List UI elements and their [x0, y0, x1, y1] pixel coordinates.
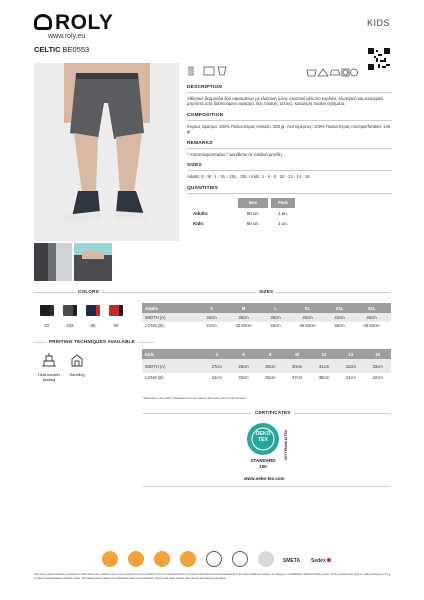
product-photo-detail-1 — [34, 243, 72, 281]
printing-handling — [66, 352, 88, 378]
qty-row-box: 50 un. — [246, 211, 260, 216]
size-cell: 45cm — [263, 322, 288, 331]
qty-row-pack: 1 un. — [277, 211, 288, 216]
size-header-cell: 2XL — [327, 303, 352, 313]
care-icons-right — [306, 64, 358, 82]
size-cell: 40cm — [288, 313, 327, 322]
size-cell: 46.50cm — [288, 322, 327, 331]
size-cell: 30cm — [284, 359, 311, 373]
color-code: 02 — [44, 323, 50, 328]
size-cell: 41cm — [337, 373, 364, 382]
oeko-badge-icon — [102, 551, 118, 567]
product-name: CELTIC — [34, 45, 61, 54]
brand-url[interactable]: www.roly.eu — [48, 33, 86, 40]
oeko-standard: STANDARD 100 — [250, 458, 276, 469]
color-swatch-02[interactable] — [37, 303, 57, 328]
size-cell: 35cm — [257, 373, 284, 382]
size-header-cell: Adults — [142, 303, 199, 313]
kids-size-table — [142, 349, 391, 382]
quality-seal-icon — [232, 551, 248, 567]
size-cell: 34cm — [199, 313, 224, 322]
color-code: 243 — [66, 323, 74, 328]
color-code: 60 — [113, 323, 119, 328]
oeko-cert-code: 20YY86446 AITEX — [284, 429, 288, 460]
size-row-label: WIDTH (A) — [142, 359, 203, 373]
size-row-label: LONG (B) — [142, 322, 199, 331]
kids-size-header — [142, 349, 391, 359]
size-cell: 43cm — [327, 313, 352, 322]
size-header-cell: XL — [288, 303, 327, 313]
color-chip — [109, 305, 123, 316]
certificates-title: CERTIFICATES — [252, 410, 294, 415]
color-chip — [63, 305, 77, 316]
oeko-tex-site[interactable]: www.oeko-tex.com — [244, 476, 285, 481]
colors-title: COLORS — [75, 289, 102, 294]
size-cell: 32cm — [337, 359, 364, 373]
color-swatch-55[interactable] — [83, 303, 103, 328]
shorts-detail-illustration — [34, 243, 72, 281]
oeko-tex-badge[interactable] — [240, 422, 300, 474]
adults-size-header — [142, 303, 391, 313]
size-cell: 27cm — [203, 359, 230, 373]
color-code: 55 — [90, 323, 96, 328]
description-title: DESCRIPTION — [187, 85, 392, 93]
color-chip — [86, 305, 100, 316]
qty-row-adults — [193, 209, 295, 218]
size-cell: 42cm — [199, 322, 224, 331]
quantities-table — [190, 197, 298, 229]
size-cell: 37cm — [284, 373, 311, 382]
waistband-detail-illustration — [74, 243, 112, 281]
size-header-cell: 8 — [257, 349, 284, 359]
sizes-text: Adults: S · M · L · XL · 2XL · 3XL / Kids: 4 · 6 · 8 · 10 · 12 · 14 · 16 — [187, 173, 310, 179]
quantities-title: QUANTITIES — [187, 186, 392, 194]
qty-row-label: Adults: — [193, 211, 209, 216]
size-cell: 31cm — [203, 373, 230, 382]
qty-row-box: 50 un. — [246, 221, 260, 226]
size-header-cell: 12 — [311, 349, 338, 359]
size-header-cell: 4 — [203, 349, 230, 359]
size-header-cell: S — [199, 303, 224, 313]
product-code: BE0553 — [62, 45, 90, 54]
size-cell: 28cm — [230, 359, 257, 373]
heat-transfer-icon — [40, 352, 58, 368]
composition-text: Κυρίως ύφασμα: 100% Πολυεστέρας mission, 100 gr. Λεπτομέρειες: 100% Πολυεστέρας microperforated, 145 gr. — [187, 123, 391, 135]
size-header-cell: Kids — [142, 349, 203, 359]
product-title — [34, 45, 89, 54]
sedex-logo: Sedex — [311, 558, 331, 564]
size-cell: 43.50cm — [224, 322, 263, 331]
size-cell: 39cm — [311, 373, 338, 382]
size-tables-title: SIZES — [256, 289, 276, 294]
oeko-badge-icon — [128, 551, 144, 567]
remarks-section — [187, 141, 392, 157]
size-header-cell: 14 — [337, 349, 364, 359]
printing-heat-label: Heat transfer printing — [38, 373, 60, 382]
roly-logo-icon — [34, 14, 52, 30]
oeko-badge-icon — [180, 551, 196, 567]
category-label: KIDS — [366, 18, 390, 28]
adults-size-table — [142, 303, 391, 330]
handling-icon — [69, 352, 85, 368]
size-header-cell: M — [224, 303, 263, 313]
quantities-section — [187, 186, 392, 194]
size-cell: 42cm — [364, 373, 391, 382]
model-shorts-illustration — [34, 63, 179, 241]
color-chip — [40, 305, 54, 316]
washing-care-icons — [306, 67, 358, 77]
care-icons-left — [188, 64, 228, 82]
table-row — [142, 322, 391, 331]
composition-icons — [188, 65, 228, 77]
qty-row-label: Kids: — [193, 221, 205, 226]
size-cell: 36cm — [224, 313, 263, 322]
sizes-title: SIZES — [187, 163, 392, 171]
brand-logo: ROLY — [34, 11, 113, 35]
qr-code-icon — [368, 48, 390, 70]
printing-title: PRINTING TECHNIQUES AVAILABLE — [46, 339, 138, 344]
remarks-title: REMARKS — [187, 141, 392, 149]
page-number: 1 — [388, 573, 390, 577]
table-row — [142, 359, 391, 373]
size-header-cell: L — [263, 303, 288, 313]
remarks-text: * Αποστολιμοτεταένο * Διατίθεται σε παιδικό μεγέθη. — [187, 151, 283, 157]
qty-col-pack: Pack — [271, 198, 295, 208]
size-cell: 46cm — [352, 313, 391, 322]
product-photo-main — [34, 63, 179, 241]
oeko-tex-text: OEKO TEX — [255, 431, 271, 443]
size-header-cell: 3XL — [352, 303, 391, 313]
composition-section — [187, 113, 392, 135]
sizes-section — [187, 163, 392, 179]
printing-handling-label: Handling — [69, 373, 85, 377]
certification-seal-icon — [206, 551, 222, 567]
qty-row-kids — [193, 219, 295, 228]
globe-seal-icon — [258, 551, 274, 567]
composition-title: COMPOSITION — [187, 113, 392, 121]
size-cell: 33cm — [364, 359, 391, 373]
description-section — [187, 85, 392, 107]
oeko-badge-icon — [154, 551, 170, 567]
size-row-label: WIDTH (A) — [142, 313, 199, 322]
size-header-cell: 6 — [230, 349, 257, 359]
table-row — [142, 373, 391, 382]
printing-heat-transfer — [38, 352, 60, 382]
size-cell: 29cm — [257, 359, 284, 373]
size-cell: 48cm — [327, 322, 352, 331]
size-header-cell: 16 — [364, 349, 391, 359]
qty-col-box: Box — [238, 198, 268, 208]
size-row-label: LONG (B) — [142, 373, 203, 382]
color-swatch-243[interactable] — [60, 303, 80, 328]
size-cell: 33cm — [230, 373, 257, 382]
product-photo-detail-2 — [74, 243, 112, 281]
size-cell: 49.50cm — [352, 322, 391, 331]
size-cell: 38cm — [263, 313, 288, 322]
qr-code[interactable] — [368, 48, 390, 70]
size-cell: 31cm — [311, 359, 338, 373]
color-swatch-60[interactable] — [106, 303, 126, 328]
description-text: Αθλητικό βερμούδα δύο υφασμάτων με ελαστική ζώνη, ελαστικό μέτωπο κορδόνι, εξωτερικό και εσωτερικό μπροστά από διαπνοόμενο ύφασμα, δύο πλαϊνές τσέπες, κατώτερη πλαϊνό σχίσματα. — [187, 95, 384, 107]
table-row — [142, 313, 391, 322]
footer-disclaimer: The colors and measures contained in this sheet are related to the color and sizes of our products. Due to continued work to product improvement and innovations of the same data are subject to change or modification without further notice. Roly reserves the right to make changes in its products specifications without notice. All drawing and images are illustrative and not contractual. Colors and sizes shown here are as accurate as possible. — [34, 572, 388, 580]
smeta-logo: SMETA — [283, 558, 301, 564]
qty-row-pack: 1 un. — [277, 221, 288, 226]
size-note: *Measures in the waist / Measures from the waist to the bottom hem of the trousers — [143, 396, 246, 400]
size-header-cell: 10 — [284, 349, 311, 359]
sedex-dot-icon — [327, 558, 331, 562]
